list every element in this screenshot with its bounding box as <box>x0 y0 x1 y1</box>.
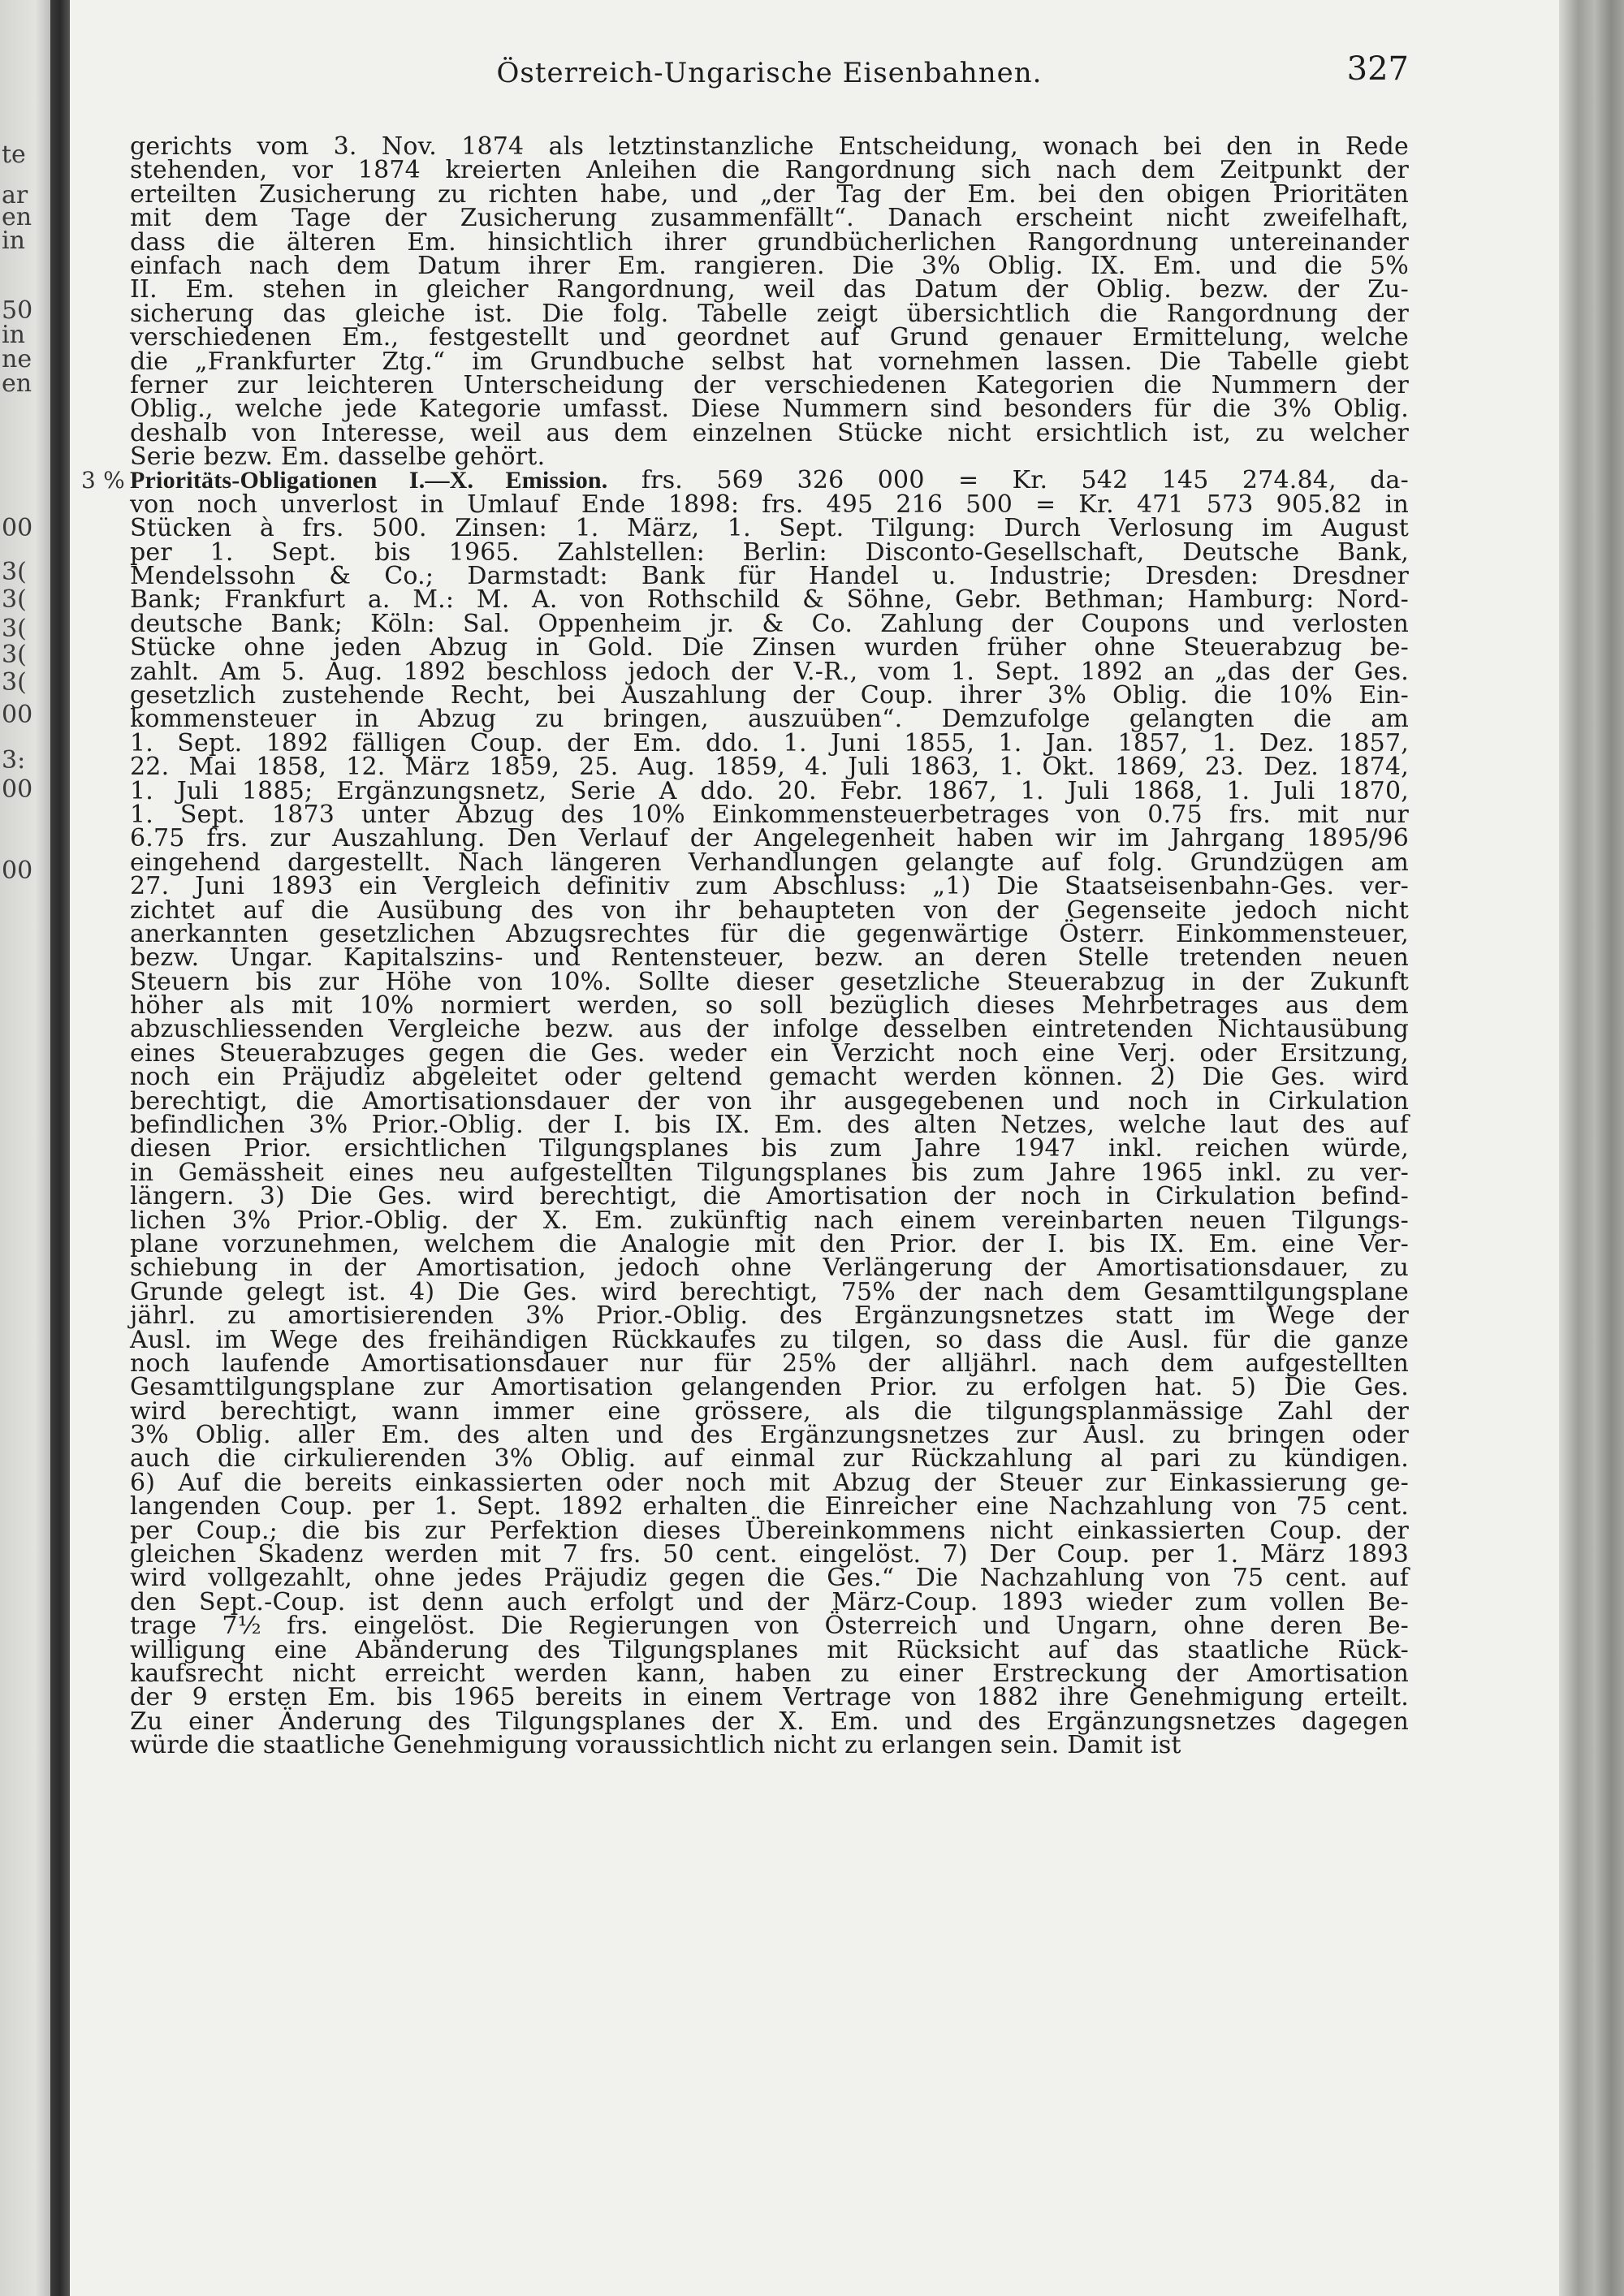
text-line: Stücken à frs. 500. Zinsen: 1. März, 1. Sept. Tilgung: Durch Verlosung im August <box>130 514 1409 543</box>
adjacent-page-fragment: 3( <box>2 641 27 669</box>
binding-shadow <box>50 0 70 2296</box>
text-line: II. Em. stehen in gleicher Rangordnung, weil das Datum der Oblig. bezw. der Zu- <box>130 275 1409 304</box>
text-line: noch laufende Amortisationsdauer nur für 25% der alljährl. nach dem aufgestellten <box>130 1349 1409 1378</box>
text-line: per 1. Sept. bis 1965. Zahlstellen: Berlin: Disconto-Gesellschaft, Deutsche Bank, <box>130 537 1409 567</box>
text-line: lichen 3% Prior.-Oblig. der X. Em. zukünftig nach einem vereinbarten neuen Tilgungs- <box>130 1206 1409 1235</box>
text-line: 6) Auf die bereits einkassierten oder noch mit Abzug der Steuer zur Einkassierung ge- <box>130 1468 1409 1497</box>
adjacent-page-fragment: 00 <box>2 701 33 729</box>
text-line: Zu einer Änderung des Tilgungsplanes der X. Em. und des Ergänzungsnetzes dagegen <box>130 1707 1409 1736</box>
section-heading-line <box>81 466 1409 495</box>
text-line: höher als mit 10% normiert werden, so soll bezüglich dieses Mehrbetrages aus dem <box>130 991 1409 1021</box>
text-line: sicherung das gleiche ist. Die folg. Tabelle zeigt übersichtlich die Rangordnung der <box>130 299 1409 328</box>
text-line: deshalb von Interesse, weil aus dem einzelnen Stücke nicht ersichtlich ist, zu welcher <box>130 418 1409 447</box>
text-line: erteilten Zusicherung zu richten habe, und „der Tag der Em. bei den obigen Prioritäten <box>130 179 1409 209</box>
text-line: Stücke ohne jeden Abzug in Gold. Die Zinsen wurden früher ohne Steuerabzug be- <box>130 633 1409 662</box>
text-line: gleichen Skadenz werden mit 7 frs. 50 cent. eingelöst. 7) Der Coup. per 1. März 1893 <box>130 1540 1409 1569</box>
adjacent-page-fragment: te <box>2 140 26 169</box>
text-line: berechtigt, die Amortisationsdauer der von ihr ausgegebenen und noch in Cirkulation <box>130 1086 1409 1116</box>
text-line: befindlichen 3% Prior.-Oblig. der I. bis IX. Em. des alten Netzes, welche laut des auf <box>130 1111 1409 1140</box>
text-line: der 9 ersten Em. bis 1965 bereits in einem Vertrage von 1882 ihre Genehmigung erteilt. <box>130 1683 1409 1712</box>
adjacent-page-fragment: en <box>2 369 32 398</box>
text-line: plane vorzunehmen, welchem die Analogie mit den Prior. der I. bis IX. Em. eine Ver- <box>130 1229 1409 1258</box>
adjacent-page-fragment: 3( <box>2 558 27 586</box>
text-line: Ausl. im Wege des freihändigen Rückkaufes zu tilgen, so dass die Ausl. für die ganze <box>130 1325 1409 1354</box>
adjacent-page-fragment: in <box>2 227 25 255</box>
text-line: auch die cirkulierenden 3% Oblig. auf einmal zur Rückzahlung al pari zu kündigen. <box>130 1444 1409 1474</box>
text-line: kaufsrecht nicht erreicht werden kann, haben zu einer Erstreckung der Amortisation <box>130 1659 1409 1688</box>
adjacent-page-fragment: in <box>2 321 25 349</box>
adjacent-page-fragment: 00 <box>2 775 33 804</box>
text-line: 1. Sept. 1892 fälligen Coup. der Em. ddo. 1. Juni 1855, 1. Jan. 1857, 1. Dez. 1857, <box>130 728 1409 757</box>
adjacent-page-fragment: 3( <box>2 615 27 643</box>
text-line: wird vollgezahlt, ohne jedes Präjudiz gegen die Ges.“ Die Nachzahlung von 75 cent. auf <box>130 1564 1409 1593</box>
text-line: jährl. zu amortisierenden 3% Prior.-Oblig. des Ergänzungsnetzes statt im Wege der <box>130 1301 1409 1331</box>
section-heading: Prioritäts-Obligationen I.—X. Emission. <box>130 467 608 494</box>
adjacent-page-fragment: ne <box>2 345 32 373</box>
text-line: gerichts vom 3. Nov. 1874 als letztinstanzliche Entscheidung, wonach bei den in Rede <box>130 132 1409 161</box>
text-line: schiebung in der Amortisation, jedoch ohne Verlängerung der Amortisationsdauer, zu <box>130 1254 1409 1283</box>
text-line: in Gemässheit eines neu aufgestellten Tilgungsplanes bis zum Jahre 1965 inkl. zu ver- <box>130 1158 1409 1187</box>
text-line: eines Steuerabzuges gegen die Ges. weder ein Verzicht noch eine Verj. oder Ersitzung, <box>130 1038 1409 1068</box>
adjacent-page-fragment: 3: <box>2 746 26 775</box>
text-line: langenden Coup. per 1. Sept. 1892 erhalten die Einreicher eine Nachzahlung von 75 cent. <box>130 1492 1409 1521</box>
adjacent-page-fragment: 50 <box>2 296 33 325</box>
text-line: anerkannten gesetzlichen Abzugsrechtes für die gegenwärtige Österr. Einkommensteuer, <box>130 919 1409 948</box>
page-header <box>130 50 1409 94</box>
text-line: kommensteuer in Abzug zu bringen, auszuüben“. Demzufolge gelangten die am <box>130 705 1409 734</box>
text-line: Bank; Frankfurt a. M.: M. A. von Rothschild & Söhne, Gebr. Bethman; Hamburg: Nord- <box>130 585 1409 615</box>
text-line: trage 7½ frs. eingelöst. Die Regierungen von Österreich und Ungarn, ohne deren Be- <box>130 1612 1409 1641</box>
text-line: 3% Oblig. aller Em. des alten und des Ergänzungsnetzes zur Ausl. zu bringen oder <box>130 1421 1409 1450</box>
text-line: willigung eine Abänderung des Tilgungsplanes mit Rücksicht auf das staatliche Rück- <box>130 1635 1409 1664</box>
text-line: gesetzlich zustehende Recht, bei Auszahlung der Coup. ihrer 3% Oblig. die 10% Ein- <box>130 680 1409 710</box>
text-line: von noch unverlost in Umlauf Ende 1898: frs. 495 216 500 = Kr. 471 573 905.82 in <box>130 490 1409 519</box>
text-line: Steuern bis zur Höhe von 10%. Sollte dieser gesetzliche Steuerabzug in der Zukunft <box>130 967 1409 996</box>
page-number: 327 <box>1346 50 1409 88</box>
text-line: die „Frankfurter Ztg.“ im Grundbuche selbst hat vornehmen lassen. Die Tabelle giebt <box>130 347 1409 376</box>
text-line: 1. Juli 1885; Ergänzungsnetz, Serie A ddo. 20. Febr. 1867, 1. Juli 1868, 1. Juli 1870, <box>130 776 1409 805</box>
text-line: 1. Sept. 1873 unter Abzug des 10% Einkommensteuerbetrages von 0.75 frs. mit nur <box>130 800 1409 829</box>
text-line: per Coup.; die bis zur Perfektion dieses Übereinkommens nicht einkassierten Coup. der <box>130 1516 1409 1545</box>
text-line: zahlt. Am 5. Aug. 1892 beschloss jedoch der V.-R., vom 1. Sept. 1892 an „das der Ges. <box>130 657 1409 686</box>
section-heading-text: frs. 569 326 000 = Kr. 542 145 274.84, da- <box>641 466 1409 495</box>
text-line: Grunde gelegt ist. 4) Die Ges. wird berechtigt, 75% der nach dem Gesamttilgungsplane <box>130 1277 1409 1306</box>
adjacent-page-edge <box>0 0 50 2296</box>
adjacent-page-fragment: 3( <box>2 668 27 697</box>
text-line: wird berechtigt, wann immer eine grössere, als die tilgungsplanmässige Zahl der <box>130 1396 1409 1426</box>
adjacent-page-fragment: en <box>2 203 32 231</box>
running-head: Österreich-Ungarische Eisenbahnen. <box>496 57 1043 89</box>
body-text <box>81 132 1409 1760</box>
text-line: eingehend dargestellt. Nach längeren Verhandlungen gelangte auf folg. Grundzügen am <box>130 848 1409 877</box>
text-line: ferner zur leichteren Unterscheidung der verschiedenen Kategorien die Nummern der <box>130 370 1409 399</box>
text-line: Serie bezw. Em. dasselbe gehört. <box>130 442 546 472</box>
text-line: diesen Prior. ersichtlichen Tilgungsplanes bis zum Jahre 1947 inkl. reichen würde, <box>130 1134 1409 1163</box>
text-line: längern. 3) Die Ges. wird berechtigt, die Amortisation der noch in Cirkulation befind- <box>130 1182 1409 1211</box>
text-line: den Sept.-Coup. ist denn auch erfolgt und der März-Coup. 1893 wieder zum vollen Be- <box>130 1587 1409 1616</box>
text-line: 22. Mai 1858, 12. März 1859, 25. Aug. 1859, 4. Juli 1863, 1. Okt. 1869, 23. Dez. 1874, <box>130 753 1409 782</box>
text-line: Mendelssohn & Co.; Darmstadt: Bank für Handel u. Industrie; Dresden: Dresdner <box>130 562 1409 591</box>
margin-mark: 3 % <box>81 467 125 494</box>
text-line: 6.75 frs. zur Auszahlung. Den Verlauf der Angelegenheit haben wir im Jahrgang 1895/96 <box>130 824 1409 853</box>
text-line: noch ein Präjudiz abgeleitet oder geltend gemacht werden können. 2) Die Ges. wird <box>130 1063 1409 1092</box>
text-line: mit dem Tage der Zusicherung zusammenfällt“. Danach erscheint nicht zweifelhaft, <box>130 204 1409 233</box>
text-line: abzuschliessenden Vergleiche bezw. aus der infolge desselben eintretenden Nichtausübung <box>130 1015 1409 1044</box>
text-line: 27. Juni 1893 ein Vergleich definitiv zum Abschluss: „1) Die Staatseisenbahn-Ges. ver- <box>130 872 1409 901</box>
text-line: zichtet auf die Ausübung des von ihr behaupteten von der Gegenseite jedoch nicht <box>130 896 1409 925</box>
text-line: dass die älteren Em. hinsichtlich ihrer grundbücherlichen Rangordnung untereinander <box>130 227 1409 257</box>
text-line: einfach nach dem Datum ihrer Em. rangieren. Die 3% Oblig. IX. Em. und die 5% <box>130 251 1409 280</box>
page-stack-edge <box>1559 0 1624 2296</box>
text-line: stehenden, vor 1874 kreierten Anleihen die Rangordnung sich nach dem Zeitpunkt der <box>130 156 1409 185</box>
adjacent-page-fragment: 00 <box>2 857 33 885</box>
text-line: bezw. Ungar. Kapitalszins- und Rentensteuer, bezw. an deren Stelle tretenden neuen <box>130 943 1409 973</box>
adjacent-page-fragment: 00 <box>2 514 33 542</box>
text-line: deutsche Bank; Köln: Sal. Oppenheim jr. & Co. Zahlung der Coupons und verlosten <box>130 609 1409 638</box>
text-line: würde die staatliche Genehmigung voraussichtlich nicht zu erlangen sein. Damit ist <box>130 1731 1181 1760</box>
adjacent-page-fragment: 3( <box>2 585 27 614</box>
text-line: Gesamttilgungsplane zur Amortisation gelangenden Prior. zu erfolgen hat. 5) Die Ges. <box>130 1373 1409 1402</box>
text-line: Oblig., welche jede Kategorie umfasst. Diese Nummern sind besonders für die 3% Oblig. <box>130 395 1409 424</box>
adjacent-page-fragment: ar <box>2 181 28 209</box>
text-line: verschiedenen Em., festgestellt und geordnet auf Grund genauer Ermittelung, welche <box>130 323 1409 352</box>
